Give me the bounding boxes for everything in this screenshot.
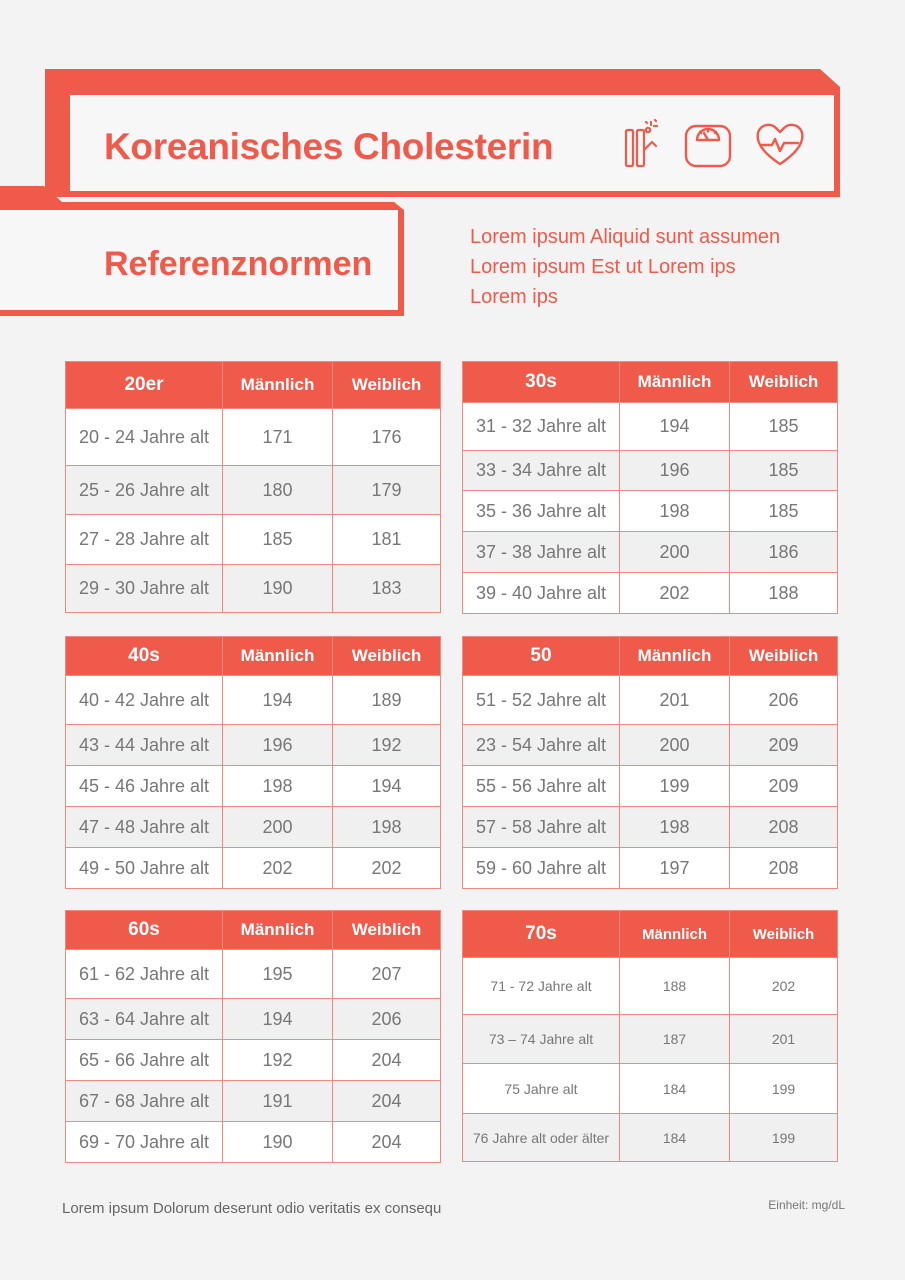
table-row: [66, 1039, 440, 1080]
male-value-cell: 198: [222, 766, 332, 806]
female-column-header: Weiblich: [729, 637, 837, 675]
female-value-cell: 206: [729, 676, 837, 724]
female-value-cell: 185: [729, 451, 837, 490]
age-range-cell: 65 - 66 Jahre alt: [78, 1049, 210, 1070]
female-value-cell: 206: [332, 999, 440, 1039]
age-range-cell: 57 - 58 Jahre alt: [475, 816, 607, 837]
intro-line: Lorem ips: [470, 286, 558, 308]
intro-text: [470, 222, 780, 312]
male-value-cell: 200: [619, 725, 729, 765]
female-value-cell: 192: [332, 725, 440, 765]
age-range-cell: 75 Jahre alt: [504, 1080, 578, 1097]
age-range-cell: 51 - 52 Jahre alt: [475, 689, 607, 710]
male-value-cell: 185: [222, 515, 332, 564]
age-range-cell: 45 - 46 Jahre alt: [78, 775, 210, 796]
table-20er: [65, 361, 441, 613]
table-row: [66, 514, 440, 564]
table-row: [463, 765, 837, 806]
female-column-header: Weiblich: [332, 637, 440, 675]
male-value-cell: 195: [222, 950, 332, 998]
table-header-row: [66, 362, 440, 408]
female-column-header: Weiblich: [332, 911, 440, 949]
age-group-header: 30s: [525, 371, 557, 392]
age-range-cell: 61 - 62 Jahre alt: [78, 963, 210, 984]
table-row: [463, 1113, 837, 1161]
table-row: [66, 998, 440, 1039]
age-range-cell: 47 - 48 Jahre alt: [78, 816, 210, 837]
age-range-cell: 27 - 28 Jahre alt: [78, 529, 210, 549]
table-row: [463, 806, 837, 847]
table-row: [463, 402, 837, 450]
age-range-cell: 20 - 24 Jahre alt: [78, 426, 210, 447]
table-header-row: [463, 911, 837, 957]
table-row: [66, 949, 440, 998]
age-range-cell: 33 - 34 Jahre alt: [475, 460, 607, 480]
page-title: Koreanisches Cholesterin: [104, 126, 554, 167]
age-group-header: 70s: [525, 923, 557, 944]
table-row: [66, 1080, 440, 1121]
header-icons: [618, 116, 808, 172]
female-value-cell: 185: [729, 491, 837, 531]
table-row: [66, 765, 440, 806]
female-value-cell: 199: [729, 1064, 837, 1113]
male-value-cell: 202: [619, 573, 729, 613]
female-value-cell: 186: [729, 532, 837, 572]
male-value-cell: 190: [222, 1122, 332, 1162]
table-row: [463, 490, 837, 531]
table-row: [463, 531, 837, 572]
male-value-cell: 198: [619, 807, 729, 847]
test-tube-icon: [618, 116, 664, 172]
male-value-cell: 198: [619, 491, 729, 531]
intro-line: Lorem ipsum Aliquid sunt assumen: [470, 226, 781, 248]
intro-line: Lorem ipsum Est ut Lorem ips: [470, 256, 736, 278]
table-header-row: [66, 637, 440, 675]
age-range-cell: 69 - 70 Jahre alt: [78, 1131, 210, 1152]
age-range-cell: 29 - 30 Jahre alt: [78, 578, 210, 598]
age-range-cell: 31 - 32 Jahre alt: [475, 416, 607, 436]
female-column-header: Weiblich: [729, 911, 837, 957]
age-group-header: 40s: [128, 645, 160, 666]
age-range-cell: 39 - 40 Jahre alt: [475, 582, 607, 603]
male-value-cell: 184: [619, 1114, 729, 1161]
male-value-cell: 200: [222, 807, 332, 847]
female-value-cell: 208: [729, 807, 837, 847]
table-header-row: [463, 362, 837, 402]
male-value-cell: 188: [619, 958, 729, 1014]
male-column-header: Männlich: [222, 362, 332, 408]
female-value-cell: 189: [332, 676, 440, 724]
age-range-cell: 40 - 42 Jahre alt: [78, 689, 210, 710]
subtitle: Referenznormen: [104, 245, 373, 283]
male-column-header: Männlich: [222, 911, 332, 949]
table-row: [463, 675, 837, 724]
table-header-row: [463, 637, 837, 675]
table-row: [463, 450, 837, 490]
female-value-cell: 176: [332, 409, 440, 465]
age-range-cell: 43 - 44 Jahre alt: [78, 734, 210, 755]
female-value-cell: 194: [332, 766, 440, 806]
table-row: [463, 957, 837, 1014]
table-row: [463, 724, 837, 765]
female-value-cell: 199: [729, 1114, 837, 1161]
age-range-cell: 23 - 54 Jahre alt: [475, 734, 607, 755]
female-value-cell: 209: [729, 766, 837, 806]
age-range-cell: 37 - 38 Jahre alt: [475, 541, 607, 562]
scale-icon: [682, 118, 734, 170]
male-value-cell: 197: [619, 848, 729, 888]
table-40s: [65, 636, 441, 889]
heartbeat-icon: [752, 118, 808, 170]
male-value-cell: 184: [619, 1064, 729, 1113]
female-column-header: Weiblich: [729, 362, 837, 402]
female-value-cell: 204: [332, 1040, 440, 1080]
age-range-cell: 73 – 74 Jahre alt: [488, 1031, 594, 1047]
female-value-cell: 202: [729, 958, 837, 1014]
male-column-header: Männlich: [619, 362, 729, 402]
age-range-cell: 59 - 60 Jahre alt: [475, 857, 607, 878]
male-value-cell: 194: [222, 999, 332, 1039]
male-value-cell: 196: [222, 725, 332, 765]
table-row: [463, 1014, 837, 1063]
male-value-cell: 202: [222, 848, 332, 888]
footer-note: Lorem ipsum Dolorum deserunt odio veritatis ex consequ: [62, 1200, 442, 1217]
female-value-cell: 209: [729, 725, 837, 765]
table-row: [463, 1063, 837, 1113]
table-row: [66, 806, 440, 847]
age-group-header: 20er: [124, 374, 164, 395]
female-value-cell: 185: [729, 403, 837, 450]
age-range-cell: 35 - 36 Jahre alt: [475, 500, 607, 521]
male-value-cell: 191: [222, 1081, 332, 1121]
male-value-cell: 190: [222, 565, 332, 612]
female-value-cell: 204: [332, 1081, 440, 1121]
female-column-header: Weiblich: [332, 362, 440, 408]
male-column-header: Männlich: [222, 637, 332, 675]
age-range-cell: 63 - 64 Jahre alt: [78, 1008, 210, 1029]
age-range-cell: 71 - 72 Jahre alt: [490, 978, 592, 994]
male-value-cell: 201: [619, 676, 729, 724]
age-range-cell: 67 - 68 Jahre alt: [78, 1090, 210, 1111]
table-header-row: [66, 911, 440, 949]
female-value-cell: 202: [332, 848, 440, 888]
age-range-cell: 49 - 50 Jahre alt: [78, 857, 210, 878]
female-value-cell: 208: [729, 848, 837, 888]
age-range-cell: 55 - 56 Jahre alt: [475, 775, 607, 796]
age-range-cell: 76 Jahre alt oder älter: [472, 1129, 610, 1146]
male-value-cell: 194: [222, 676, 332, 724]
table-row: [463, 572, 837, 613]
table-70s: [462, 910, 838, 1162]
male-column-header: Männlich: [619, 911, 729, 957]
table-row: [463, 847, 837, 888]
table-30s: [462, 361, 838, 614]
table-row: [66, 465, 440, 514]
age-range-cell: 25 - 26 Jahre alt: [78, 479, 210, 500]
female-value-cell: 198: [332, 807, 440, 847]
male-value-cell: 192: [222, 1040, 332, 1080]
female-value-cell: 204: [332, 1122, 440, 1162]
table-row: [66, 675, 440, 724]
male-value-cell: 194: [619, 403, 729, 450]
age-group-header: 60s: [128, 919, 160, 940]
age-group-header: 50: [530, 645, 552, 666]
table-row: [66, 564, 440, 612]
female-value-cell: 179: [332, 466, 440, 514]
male-value-cell: 200: [619, 532, 729, 572]
female-value-cell: 201: [729, 1015, 837, 1063]
unit-label: Einheit: mg/dL: [768, 1198, 845, 1212]
table-row: [66, 847, 440, 888]
female-value-cell: 207: [332, 950, 440, 998]
table-row: [66, 408, 440, 465]
table-50: [462, 636, 838, 889]
male-value-cell: 196: [619, 451, 729, 490]
female-value-cell: 188: [729, 573, 837, 613]
male-value-cell: 180: [222, 466, 332, 514]
female-value-cell: 183: [332, 565, 440, 612]
male-value-cell: 199: [619, 766, 729, 806]
male-value-cell: 171: [222, 409, 332, 465]
male-column-header: Männlich: [619, 637, 729, 675]
table-row: [66, 724, 440, 765]
female-value-cell: 181: [332, 515, 440, 564]
table-60s: [65, 910, 441, 1163]
table-row: [66, 1121, 440, 1162]
male-value-cell: 187: [619, 1015, 729, 1063]
